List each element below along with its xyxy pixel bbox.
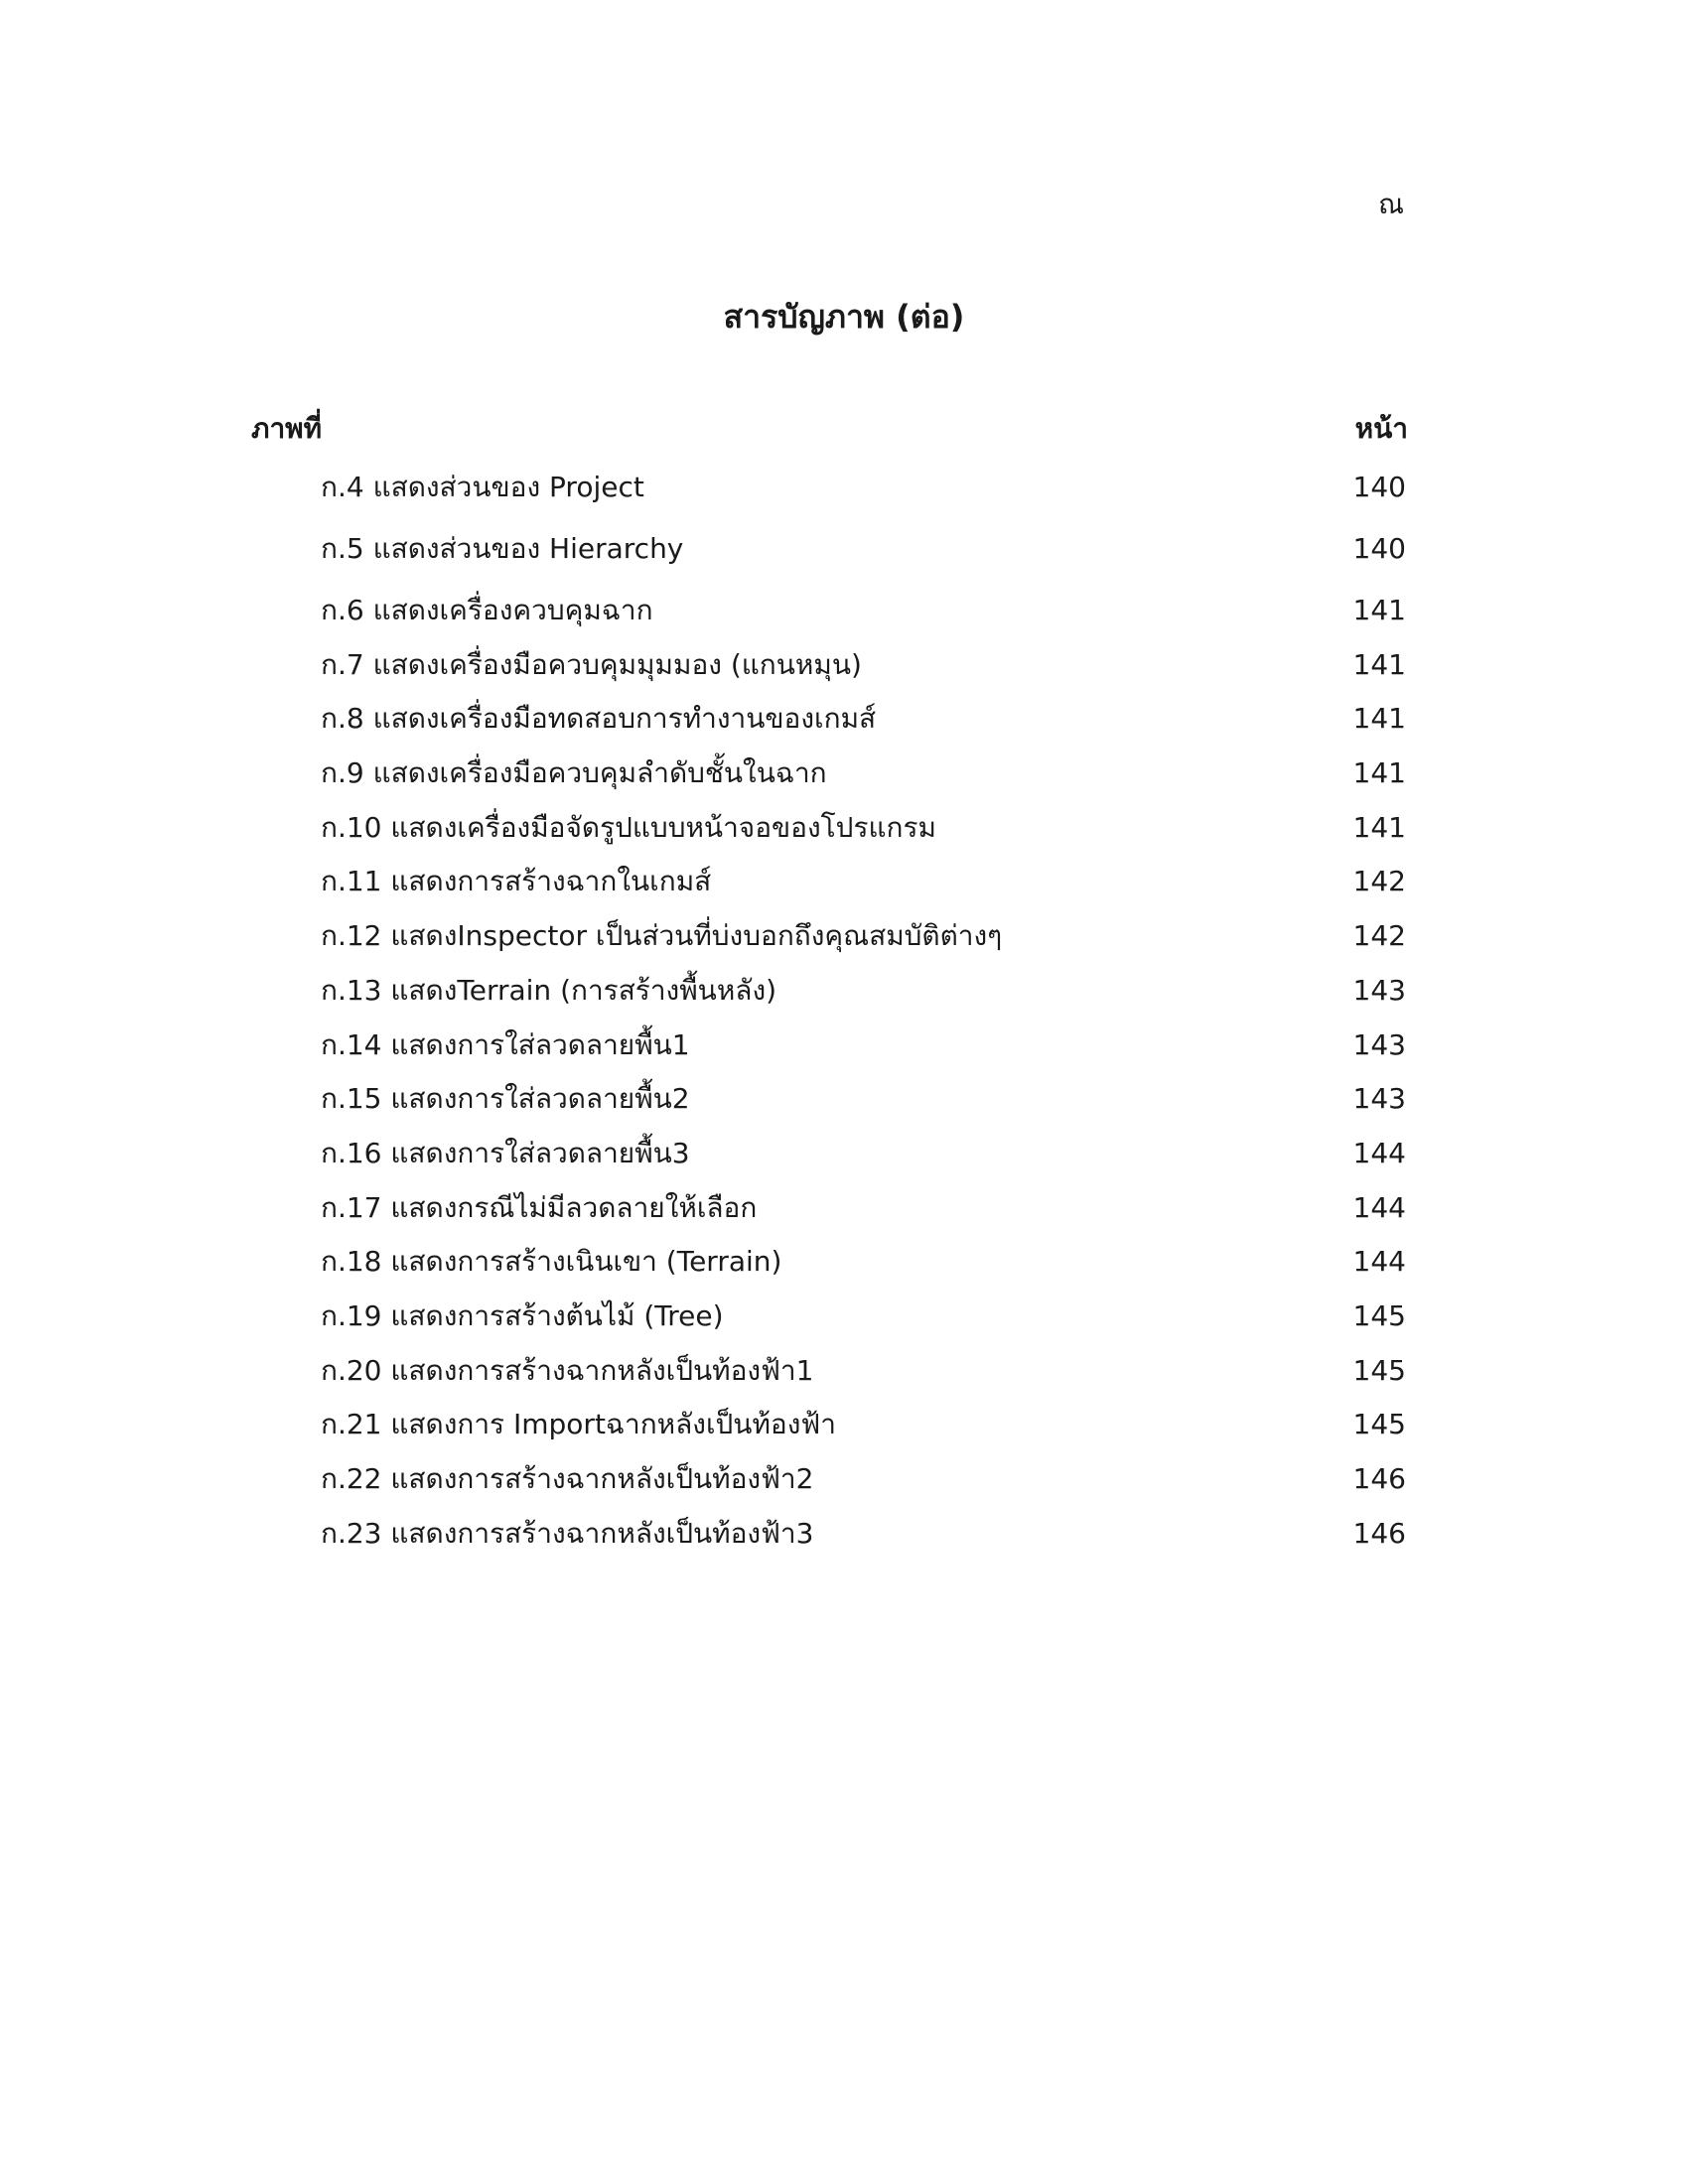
figure-caption: ก.21 แสดงการ Importฉากหลังเป็นท้องฟ้า [321, 1408, 836, 1441]
list-item [0, 1398, 1688, 1452]
page-reference: 144 [1352, 1190, 1406, 1224]
list-item [0, 909, 1688, 964]
list-item [0, 1181, 1688, 1236]
list-item [0, 638, 1688, 693]
figure-caption: ก.16 แสดงการใส่ลวดลายพื้น3 [321, 1136, 690, 1169]
page-reference: 140 [1352, 471, 1406, 503]
page-reference: 140 [1352, 532, 1406, 565]
figure-caption: ก.8 แสดงเครื่องมือทดสอบการทำงานของเกมส์ [321, 702, 877, 736]
column-header-page: หน้า [1354, 412, 1408, 445]
figure-caption: ก.9 แสดงเครื่องมือควบคุมลำดับชั้นในฉาก [321, 756, 827, 790]
column-header-figure: ภาพที่ [251, 412, 323, 445]
page-reference: 145 [1352, 1353, 1406, 1387]
figure-caption: ก.10 แสดงเครื่องมือจัดรูปแบบหน้าจอของโปรแกรม [321, 810, 936, 844]
page-reference: 144 [1352, 1136, 1406, 1169]
page-reference: 146 [1352, 1516, 1406, 1550]
page-reference: 141 [1352, 594, 1406, 626]
figure-caption: ก.4 แสดงส่วนของ Project [321, 471, 644, 503]
figure-caption: ก.23 แสดงการสร้างฉากหลังเป็นท้องฟ้า3 [321, 1516, 814, 1550]
list-item [0, 1072, 1688, 1127]
figure-caption: ก.22 แสดงการสร้างฉากหลังเป็นท้องฟ้า2 [321, 1462, 814, 1495]
list-item [0, 692, 1688, 747]
figure-caption: ก.15 แสดงการใส่ลวดลายพื้น2 [321, 1082, 690, 1116]
figure-caption: ก.5 แสดงส่วนของ Hierarchy [321, 532, 684, 565]
list-item [0, 1019, 1688, 1073]
page-number: ณ [1378, 188, 1404, 220]
list-item [0, 1235, 1688, 1290]
page-title: สารบัญภาพ (ต่อ) [723, 298, 965, 336]
list-item [0, 747, 1688, 801]
list-item [0, 1290, 1688, 1344]
figure-caption: ก.7 แสดงเครื่องมือควบคุมมุมมอง (แกนหมุน) [321, 647, 862, 681]
page-reference: 142 [1352, 919, 1406, 953]
list-item [0, 964, 1688, 1019]
page-reference: 146 [1352, 1462, 1406, 1495]
figure-caption: ก.11 แสดงการสร้างฉากในเกมส์ [321, 865, 712, 898]
figure-list [0, 461, 1688, 1561]
figure-caption: ก.12 แสดงInspector เป็นส่วนที่บ่งบอกถึงคุณสมบัติต่างๆ [321, 919, 1003, 953]
page-reference: 141 [1352, 810, 1406, 844]
figure-caption: ก.17 แสดงกรณีไม่มีลวดลายให้เลือก [321, 1190, 758, 1224]
list-item [0, 1127, 1688, 1181]
figure-caption: ก.18 แสดงการสร้างเนินเขา (Terrain) [321, 1245, 782, 1279]
figure-caption: ก.14 แสดงการใส่ลวดลายพื้น1 [321, 1027, 690, 1061]
page-reference: 145 [1352, 1408, 1406, 1441]
page-reference: 141 [1352, 702, 1406, 736]
figure-caption: ก.6 แสดงเครื่องควบคุมฉาก [321, 594, 653, 626]
page-reference: 144 [1352, 1245, 1406, 1279]
list-item [0, 1344, 1688, 1399]
page-reference: 145 [1352, 1298, 1406, 1332]
figure-caption: ก.20 แสดงการสร้างฉากหลังเป็นท้องฟ้า1 [321, 1353, 814, 1387]
list-item [0, 855, 1688, 909]
list-item [0, 584, 1688, 638]
page-reference: 142 [1352, 865, 1406, 898]
page-reference: 141 [1352, 756, 1406, 790]
list-item [0, 801, 1688, 856]
figure-caption: ก.19 แสดงการสร้างต้นไม้ (Tree) [321, 1298, 724, 1332]
page-reference: 143 [1352, 1082, 1406, 1116]
list-item [0, 461, 1688, 522]
figure-caption: ก.13 แสดงTerrain (การสร้างพื้นหลัง) [321, 973, 777, 1007]
page-reference: 141 [1352, 647, 1406, 681]
page-reference: 143 [1352, 1027, 1406, 1061]
list-item [0, 1452, 1688, 1507]
page-reference: 143 [1352, 973, 1406, 1007]
list-item [0, 1507, 1688, 1562]
list-item [0, 522, 1688, 584]
